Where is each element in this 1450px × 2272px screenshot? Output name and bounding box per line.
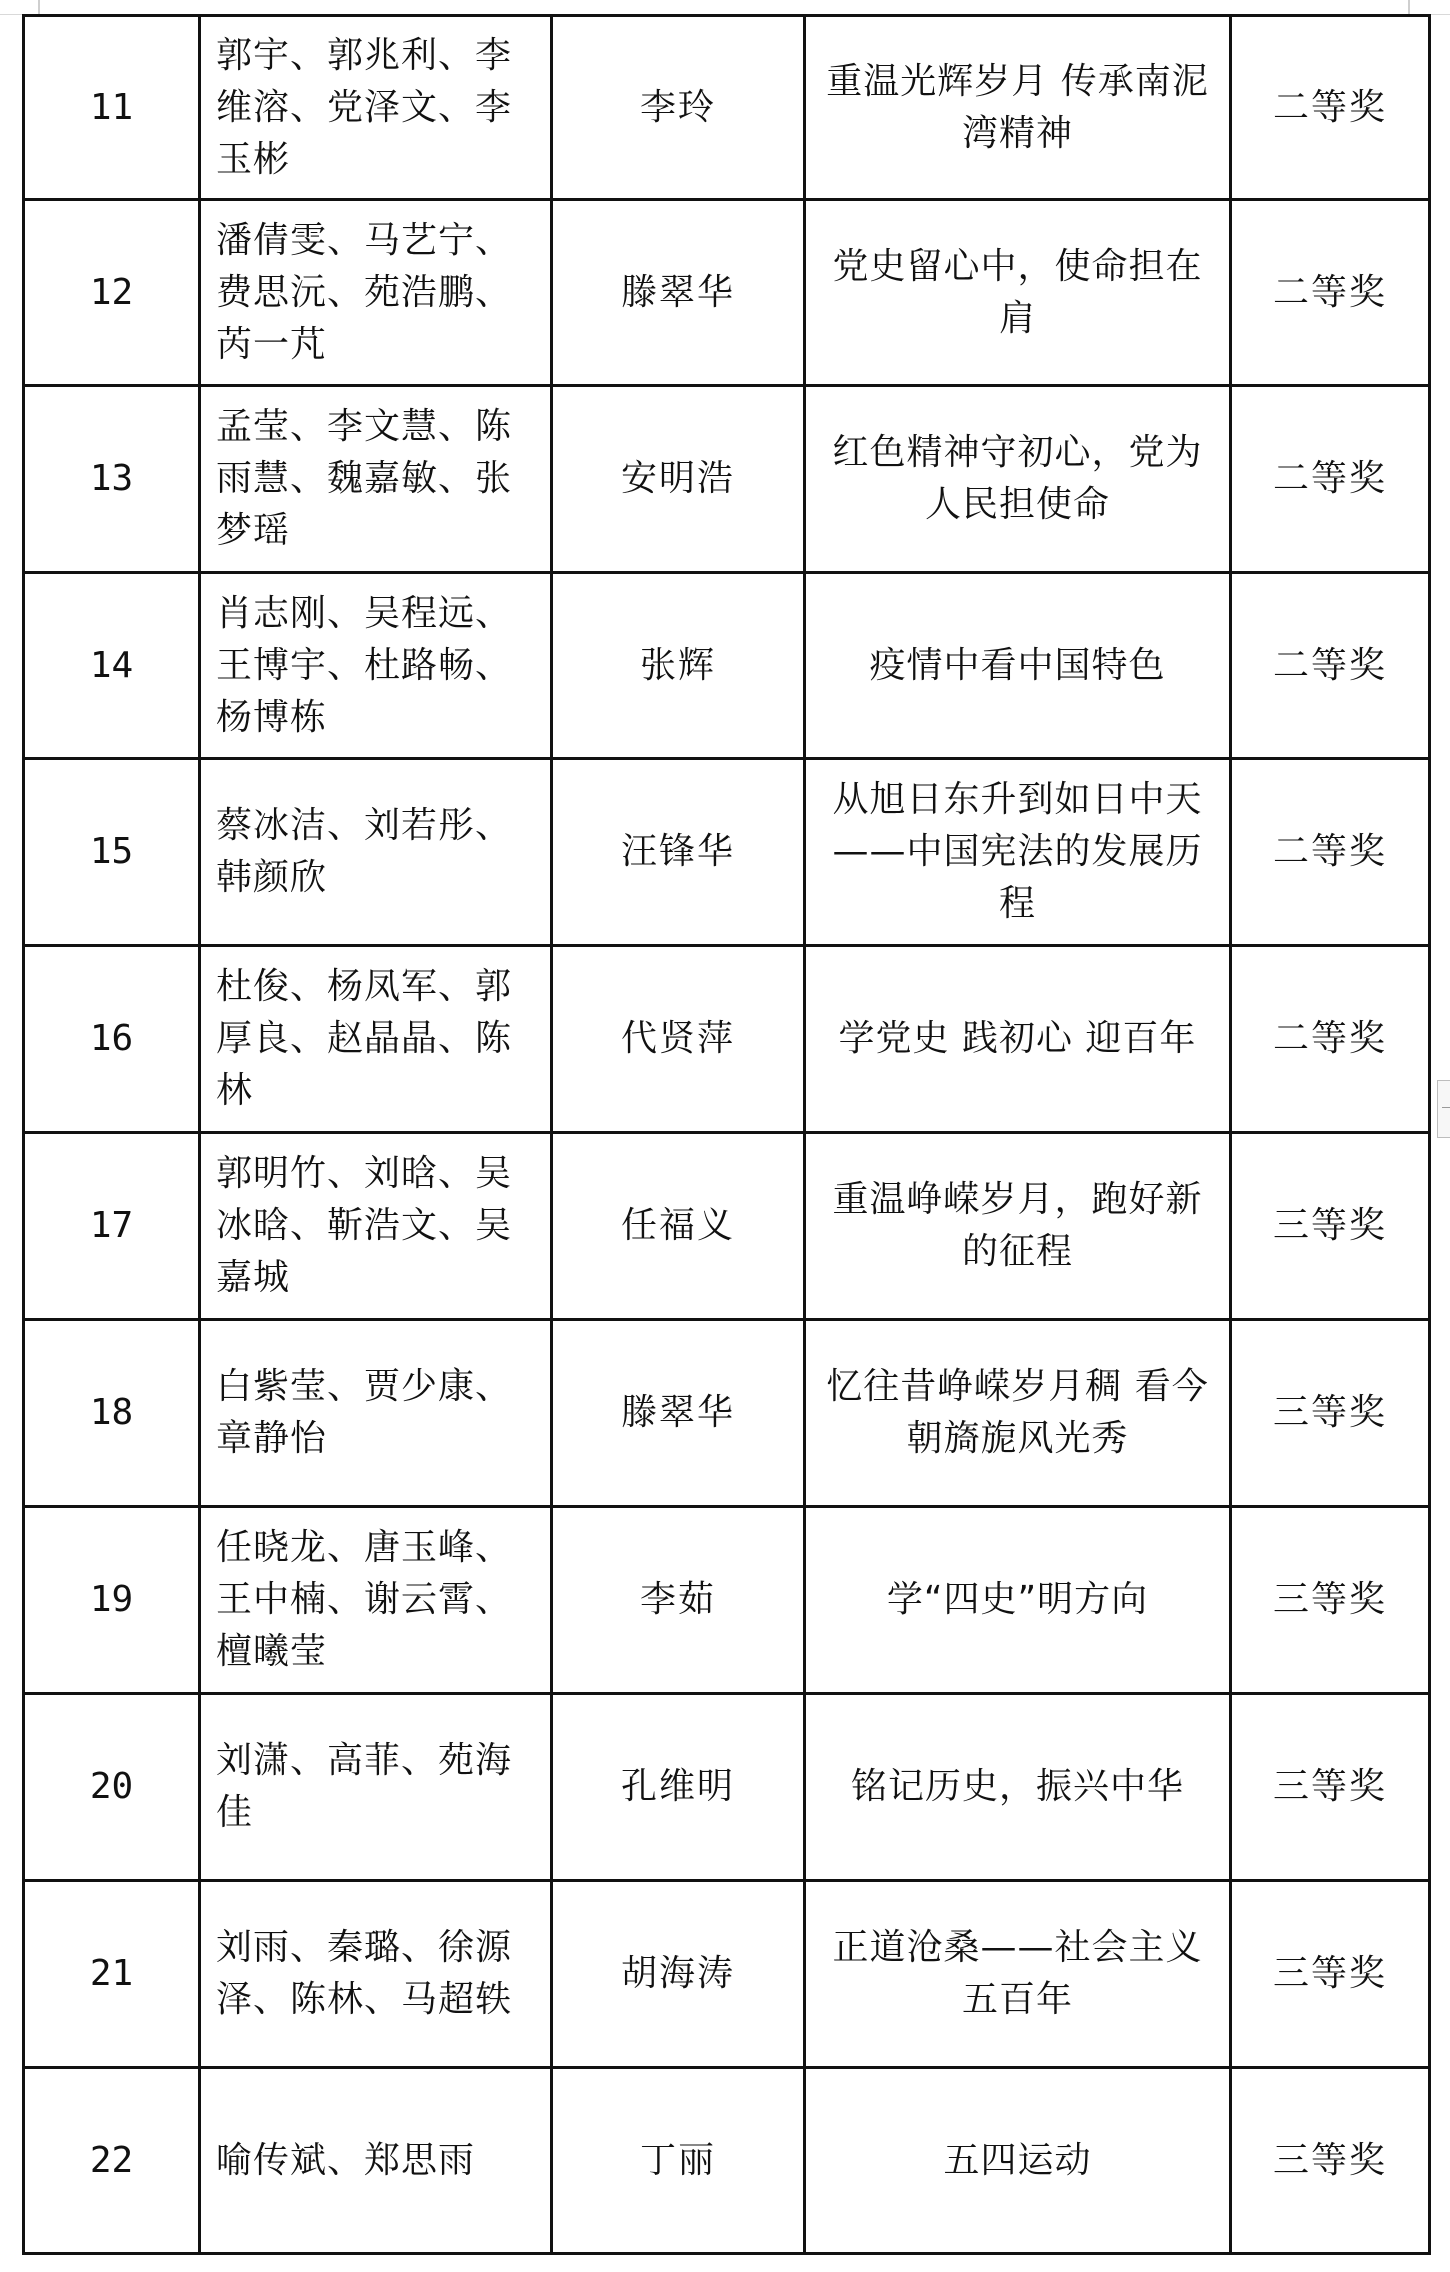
team-members xyxy=(200,1133,552,1320)
table-row xyxy=(24,1694,1430,1881)
page-edge-right-mark xyxy=(1408,0,1410,14)
work-title-text: 疫情中看中国特色 xyxy=(869,644,1166,686)
advisor-name: 胡海涛 xyxy=(552,1881,805,2068)
team-members xyxy=(200,946,552,1133)
advisor-name: 张辉 xyxy=(552,573,805,759)
work-title-text: 党史留心中，使命担在肩 xyxy=(832,245,1203,339)
award-level: 二等奖 xyxy=(1231,946,1430,1133)
row-number: 19 xyxy=(24,1507,200,1694)
advisor-name: 滕翠华 xyxy=(552,1320,805,1507)
award-level: 三等奖 xyxy=(1231,1881,1430,2068)
work-title xyxy=(805,1507,1231,1694)
work-title xyxy=(805,759,1231,946)
team-members-text: 刘雨、秦璐、徐源泽、陈林、马超轶 xyxy=(216,1927,513,2020)
team-members-text: 肖志刚、吴程远、王博宇、杜路畅、杨博栋 xyxy=(216,592,513,738)
advisor-name: 任福义 xyxy=(552,1133,805,1320)
work-title xyxy=(805,1133,1231,1320)
row-number: 14 xyxy=(24,573,200,759)
table-row xyxy=(24,200,1430,386)
row-number: 22 xyxy=(24,2068,200,2254)
team-members xyxy=(200,200,552,386)
row-number: 16 xyxy=(24,946,200,1133)
team-members xyxy=(200,1881,552,2068)
team-members xyxy=(200,1320,552,1507)
table-row xyxy=(24,1881,1430,2068)
advisor-name: 代贤萍 xyxy=(552,946,805,1133)
table-row xyxy=(24,1133,1430,1320)
work-title-text: 学党史 践初心 迎百年 xyxy=(838,1018,1197,1059)
advisor-name: 孔维明 xyxy=(552,1694,805,1881)
table-row xyxy=(24,16,1430,200)
row-number: 18 xyxy=(24,1320,200,1507)
team-members xyxy=(200,1694,552,1881)
page-side-marker xyxy=(1437,1080,1450,1138)
table-row xyxy=(24,1320,1430,1507)
award-level: 三等奖 xyxy=(1231,1507,1430,1694)
team-members-text: 蔡冰洁、刘若彤、韩颜欣 xyxy=(216,805,513,898)
award-level: 三等奖 xyxy=(1231,2068,1430,2254)
work-title-text: 学“四史”明方向 xyxy=(886,1579,1149,1620)
award-level: 二等奖 xyxy=(1231,573,1430,759)
row-number: 15 xyxy=(24,759,200,946)
team-members-text: 白紫莹、贾少康、章静怡 xyxy=(216,1366,513,1459)
row-number: 11 xyxy=(24,16,200,200)
work-title-text: 五四运动 xyxy=(943,2139,1092,2181)
team-members-text: 任晓龙、唐玉峰、王中楠、谢云霄、檀曦莹 xyxy=(216,1527,513,1672)
team-members xyxy=(200,386,552,573)
team-members-text: 喻传斌、郑思雨 xyxy=(216,2139,476,2181)
team-members xyxy=(200,573,552,759)
advisor-name: 汪锋华 xyxy=(552,759,805,946)
work-title xyxy=(805,573,1231,759)
work-title xyxy=(805,2068,1231,2254)
row-number: 17 xyxy=(24,1133,200,1320)
table-row xyxy=(24,1507,1430,1694)
row-number: 13 xyxy=(24,386,200,573)
award-level: 三等奖 xyxy=(1231,1694,1430,1881)
advisor-name: 李玲 xyxy=(552,16,805,200)
table-row xyxy=(24,573,1430,759)
side-marker-tick xyxy=(1442,1107,1450,1108)
work-title-text: 铭记历史，振兴中华 xyxy=(850,1766,1184,1807)
row-number: 21 xyxy=(24,1881,200,2068)
team-members-text: 孟莹、李文慧、陈雨慧、魏嘉敏、张梦瑶 xyxy=(216,406,513,551)
work-title xyxy=(805,946,1231,1133)
page-edge-left-mark xyxy=(38,0,40,14)
work-title xyxy=(805,1694,1231,1881)
team-members-text: 潘倩雯、马艺宁、费思沅、苑浩鹏、芮一芃 xyxy=(216,219,513,365)
table-row xyxy=(24,2068,1430,2254)
advisor-name: 李茹 xyxy=(552,1507,805,1694)
work-title xyxy=(805,1881,1231,2068)
team-members xyxy=(200,16,552,200)
awards-table xyxy=(22,14,1431,2255)
advisor-name: 丁丽 xyxy=(552,2068,805,2254)
work-title-text: 正道沧桑——社会主义五百年 xyxy=(832,1927,1203,2020)
award-level: 三等奖 xyxy=(1231,1320,1430,1507)
award-level: 二等奖 xyxy=(1231,759,1430,946)
page-top-edge xyxy=(0,0,1450,15)
advisor-name: 滕翠华 xyxy=(552,200,805,386)
team-members xyxy=(200,2068,552,2254)
team-members xyxy=(200,1507,552,1694)
work-title-text: 红色精神守初心，党为人民担使命 xyxy=(832,432,1203,525)
table-row xyxy=(24,946,1430,1133)
row-number: 20 xyxy=(24,1694,200,1881)
work-title-text: 从旭日东升到如日中天——中国宪法的发展历程 xyxy=(832,779,1203,924)
table-row xyxy=(24,386,1430,573)
team-members-text: 刘潇、高菲、苑海佳 xyxy=(216,1740,513,1833)
team-members-text: 郭宇、郭兆利、李维溶、党泽文、李玉彬 xyxy=(216,34,513,180)
table-row xyxy=(24,759,1430,946)
team-members xyxy=(200,759,552,946)
work-title-text: 重温峥嵘岁月，跑好新的征程 xyxy=(832,1179,1203,1272)
award-level: 二等奖 xyxy=(1231,200,1430,386)
work-title xyxy=(805,1320,1231,1507)
work-title xyxy=(805,200,1231,386)
award-level: 三等奖 xyxy=(1231,1133,1430,1320)
award-level: 二等奖 xyxy=(1231,386,1430,573)
team-members-text: 杜俊、杨凤军、郭厚良、赵晶晶、陈林 xyxy=(216,966,513,1111)
work-title xyxy=(805,16,1231,200)
advisor-name: 安明浩 xyxy=(552,386,805,573)
team-members-text: 郭明竹、刘晗、吴冰晗、靳浩文、吴嘉城 xyxy=(216,1153,513,1298)
work-title-text: 忆往昔峥嵘岁月稠 看今朝旖旎风光秀 xyxy=(826,1366,1209,1459)
award-level: 二等奖 xyxy=(1231,16,1430,200)
work-title-text: 重温光辉岁月 传承南泥湾精神 xyxy=(826,60,1209,154)
work-title xyxy=(805,386,1231,573)
row-number: 12 xyxy=(24,200,200,386)
